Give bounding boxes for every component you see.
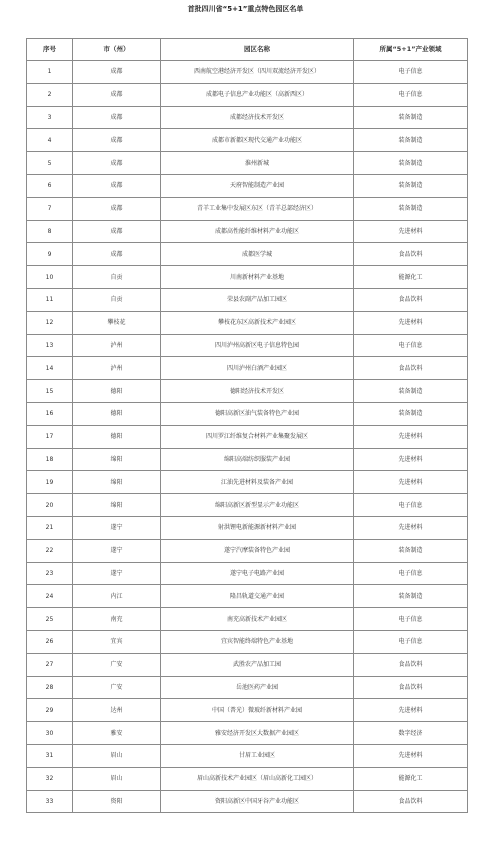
row-index: 22 <box>27 539 73 562</box>
row-industry: 装备制造 <box>354 106 468 129</box>
row-park-name: 成都电子信息产业功能区（高新西区） <box>161 83 354 106</box>
row-city: 成都 <box>73 83 161 106</box>
table-row <box>27 174 468 197</box>
table-row <box>27 243 468 266</box>
row-industry: 先进材料 <box>354 471 468 494</box>
row-park-name: 四川罗江纤维复合材料产业集聚发展区 <box>161 425 354 448</box>
row-industry: 能源化工 <box>354 266 468 289</box>
table-row <box>27 129 468 152</box>
park-list-table <box>26 38 468 813</box>
row-index: 20 <box>27 494 73 517</box>
row-park-name: 德阳经济技术开发区 <box>161 380 354 403</box>
table-row <box>27 699 468 722</box>
row-city: 成都 <box>73 174 161 197</box>
table-row <box>27 402 468 425</box>
row-park-name: 射洪锂电新能源新材料产业园 <box>161 516 354 539</box>
row-park-name: 隆昌轨道交通产业园 <box>161 585 354 608</box>
table-row <box>27 630 468 653</box>
table-row <box>27 220 468 243</box>
row-city: 达州 <box>73 699 161 722</box>
row-industry: 食品饮料 <box>354 357 468 380</box>
row-index: 33 <box>27 790 73 813</box>
header-park-name: 园区名称 <box>161 39 354 61</box>
table-body <box>27 61 468 813</box>
table-row <box>27 744 468 767</box>
row-city: 自贡 <box>73 288 161 311</box>
row-city: 眉山 <box>73 767 161 790</box>
table-row <box>27 266 468 289</box>
row-park-name: 川南新材料产业基地 <box>161 266 354 289</box>
row-city: 绵阳 <box>73 471 161 494</box>
row-city: 雅安 <box>73 722 161 745</box>
row-index: 3 <box>27 106 73 129</box>
row-park-name: 德阳高新区油气装备特色产业园 <box>161 402 354 425</box>
row-city: 宜宾 <box>73 630 161 653</box>
row-city: 成都 <box>73 220 161 243</box>
row-index: 6 <box>27 174 73 197</box>
row-industry: 数字经济 <box>354 722 468 745</box>
table-header-row <box>27 39 468 61</box>
row-industry: 电子信息 <box>354 334 468 357</box>
row-city: 遂宁 <box>73 539 161 562</box>
table-row <box>27 539 468 562</box>
table-row <box>27 790 468 813</box>
row-city: 德阳 <box>73 380 161 403</box>
row-industry: 电子信息 <box>354 83 468 106</box>
row-index: 28 <box>27 676 73 699</box>
row-city: 德阳 <box>73 402 161 425</box>
row-park-name: 西南航空港经济开发区（四川双流经济开发区） <box>161 61 354 84</box>
row-index: 31 <box>27 744 73 767</box>
row-park-name: 成都经济技术开发区 <box>161 106 354 129</box>
row-industry: 食品饮料 <box>354 676 468 699</box>
row-index: 18 <box>27 448 73 471</box>
row-park-name: 成都市新都区现代交通产业功能区 <box>161 129 354 152</box>
row-park-name: 成都高性能纤维材料产业功能区 <box>161 220 354 243</box>
row-index: 16 <box>27 402 73 425</box>
row-city: 自贡 <box>73 266 161 289</box>
table-row <box>27 585 468 608</box>
table-row <box>27 653 468 676</box>
row-index: 10 <box>27 266 73 289</box>
row-park-name: 四川泸州白酒产业园区 <box>161 357 354 380</box>
row-city: 攀枝花 <box>73 311 161 334</box>
row-park-name: 遂宁汽摩装备特色产业园 <box>161 539 354 562</box>
row-industry: 装备制造 <box>354 402 468 425</box>
row-industry: 能源化工 <box>354 767 468 790</box>
row-park-name: 南充高新技术产业园区 <box>161 608 354 631</box>
table-row <box>27 197 468 220</box>
row-index: 7 <box>27 197 73 220</box>
row-industry: 装备制造 <box>354 152 468 175</box>
table-row <box>27 448 468 471</box>
row-city: 广安 <box>73 676 161 699</box>
row-industry: 电子信息 <box>354 608 468 631</box>
row-industry: 电子信息 <box>354 494 468 517</box>
row-city: 泸州 <box>73 357 161 380</box>
row-park-name: 青羊工业集中发展区东区（青羊总部经济区） <box>161 197 354 220</box>
row-industry: 先进材料 <box>354 448 468 471</box>
row-park-name: 淮州新城 <box>161 152 354 175</box>
table-row <box>27 357 468 380</box>
row-index: 11 <box>27 288 73 311</box>
row-index: 12 <box>27 311 73 334</box>
row-index: 30 <box>27 722 73 745</box>
row-park-name: 遂宁电子电路产业园 <box>161 562 354 585</box>
row-city: 遂宁 <box>73 562 161 585</box>
table-row <box>27 471 468 494</box>
row-index: 5 <box>27 152 73 175</box>
row-index: 4 <box>27 129 73 152</box>
row-index: 8 <box>27 220 73 243</box>
table-row <box>27 494 468 517</box>
row-park-name: 武胜农产品加工园 <box>161 653 354 676</box>
row-city: 成都 <box>73 61 161 84</box>
row-index: 24 <box>27 585 73 608</box>
row-park-name: 宜宾智能终端特色产业基地 <box>161 630 354 653</box>
row-park-name: 四川泸州高新区电子信息特色园 <box>161 334 354 357</box>
row-park-name: 天府智能制造产业园 <box>161 174 354 197</box>
table-row <box>27 61 468 84</box>
table-row <box>27 288 468 311</box>
table-row <box>27 676 468 699</box>
row-city: 成都 <box>73 106 161 129</box>
row-industry: 先进材料 <box>354 311 468 334</box>
row-industry: 装备制造 <box>354 197 468 220</box>
table-row <box>27 380 468 403</box>
row-city: 成都 <box>73 152 161 175</box>
row-city: 成都 <box>73 243 161 266</box>
row-industry: 装备制造 <box>354 539 468 562</box>
row-park-name: 攀枝花东区高新技术产业园区 <box>161 311 354 334</box>
table-row <box>27 106 468 129</box>
table-row <box>27 334 468 357</box>
row-index: 19 <box>27 471 73 494</box>
row-index: 29 <box>27 699 73 722</box>
row-index: 21 <box>27 516 73 539</box>
row-park-name: 资阳高新区中国牙谷产业功能区 <box>161 790 354 813</box>
row-industry: 先进材料 <box>354 744 468 767</box>
row-index: 26 <box>27 630 73 653</box>
table-row <box>27 311 468 334</box>
row-city: 绵阳 <box>73 494 161 517</box>
row-industry: 食品饮料 <box>354 243 468 266</box>
row-park-name: 甘眉工业园区 <box>161 744 354 767</box>
row-park-name: 绵阳高新区新型显示产业功能区 <box>161 494 354 517</box>
row-index: 13 <box>27 334 73 357</box>
row-city: 成都 <box>73 129 161 152</box>
table-row <box>27 767 468 790</box>
table-row <box>27 425 468 448</box>
row-park-name: 绵阳高端纺织服装产业园 <box>161 448 354 471</box>
row-park-name: 眉山高新技术产业园区（眉山高新化工园区） <box>161 767 354 790</box>
row-industry: 先进材料 <box>354 220 468 243</box>
row-park-name: 岳池医药产业园 <box>161 676 354 699</box>
row-industry: 先进材料 <box>354 699 468 722</box>
header-industry: 所属“5+1”产业领域 <box>354 39 468 61</box>
row-index: 1 <box>27 61 73 84</box>
row-city: 泸州 <box>73 334 161 357</box>
row-city: 成都 <box>73 197 161 220</box>
row-city: 绵阳 <box>73 448 161 471</box>
row-industry: 食品饮料 <box>354 653 468 676</box>
row-industry: 装备制造 <box>354 380 468 403</box>
document-title: 首批四川省“5+1”重点特色园区名单 <box>187 5 304 13</box>
row-industry: 电子信息 <box>354 562 468 585</box>
row-index: 14 <box>27 357 73 380</box>
row-city: 遂宁 <box>73 516 161 539</box>
row-industry: 食品饮料 <box>354 288 468 311</box>
header-index: 序号 <box>27 39 73 61</box>
row-industry: 食品饮料 <box>354 790 468 813</box>
row-park-name: 成都医学城 <box>161 243 354 266</box>
row-index: 17 <box>27 425 73 448</box>
row-industry: 电子信息 <box>354 61 468 84</box>
row-industry: 先进材料 <box>354 516 468 539</box>
row-index: 9 <box>27 243 73 266</box>
row-industry: 装备制造 <box>354 174 468 197</box>
row-park-name: 荣县农副产品加工园区 <box>161 288 354 311</box>
row-park-name: 中国（普光）微玻纤新材料产业园 <box>161 699 354 722</box>
row-city: 德阳 <box>73 425 161 448</box>
table-row <box>27 608 468 631</box>
row-index: 32 <box>27 767 73 790</box>
table-row <box>27 83 468 106</box>
row-park-name: 江油先进材料及装备产业园 <box>161 471 354 494</box>
table-row <box>27 722 468 745</box>
row-index: 15 <box>27 380 73 403</box>
row-industry: 电子信息 <box>354 630 468 653</box>
row-park-name: 雅安经济开发区大数据产业园区 <box>161 722 354 745</box>
row-industry: 先进材料 <box>354 425 468 448</box>
row-index: 25 <box>27 608 73 631</box>
table-row <box>27 516 468 539</box>
row-city: 内江 <box>73 585 161 608</box>
table-row <box>27 152 468 175</box>
header-city: 市（州） <box>73 39 161 61</box>
row-index: 2 <box>27 83 73 106</box>
row-index: 27 <box>27 653 73 676</box>
row-city: 广安 <box>73 653 161 676</box>
row-industry: 装备制造 <box>354 585 468 608</box>
row-city: 资阳 <box>73 790 161 813</box>
row-city: 眉山 <box>73 744 161 767</box>
row-index: 23 <box>27 562 73 585</box>
row-industry: 装备制造 <box>354 129 468 152</box>
row-city: 南充 <box>73 608 161 631</box>
table-row <box>27 562 468 585</box>
